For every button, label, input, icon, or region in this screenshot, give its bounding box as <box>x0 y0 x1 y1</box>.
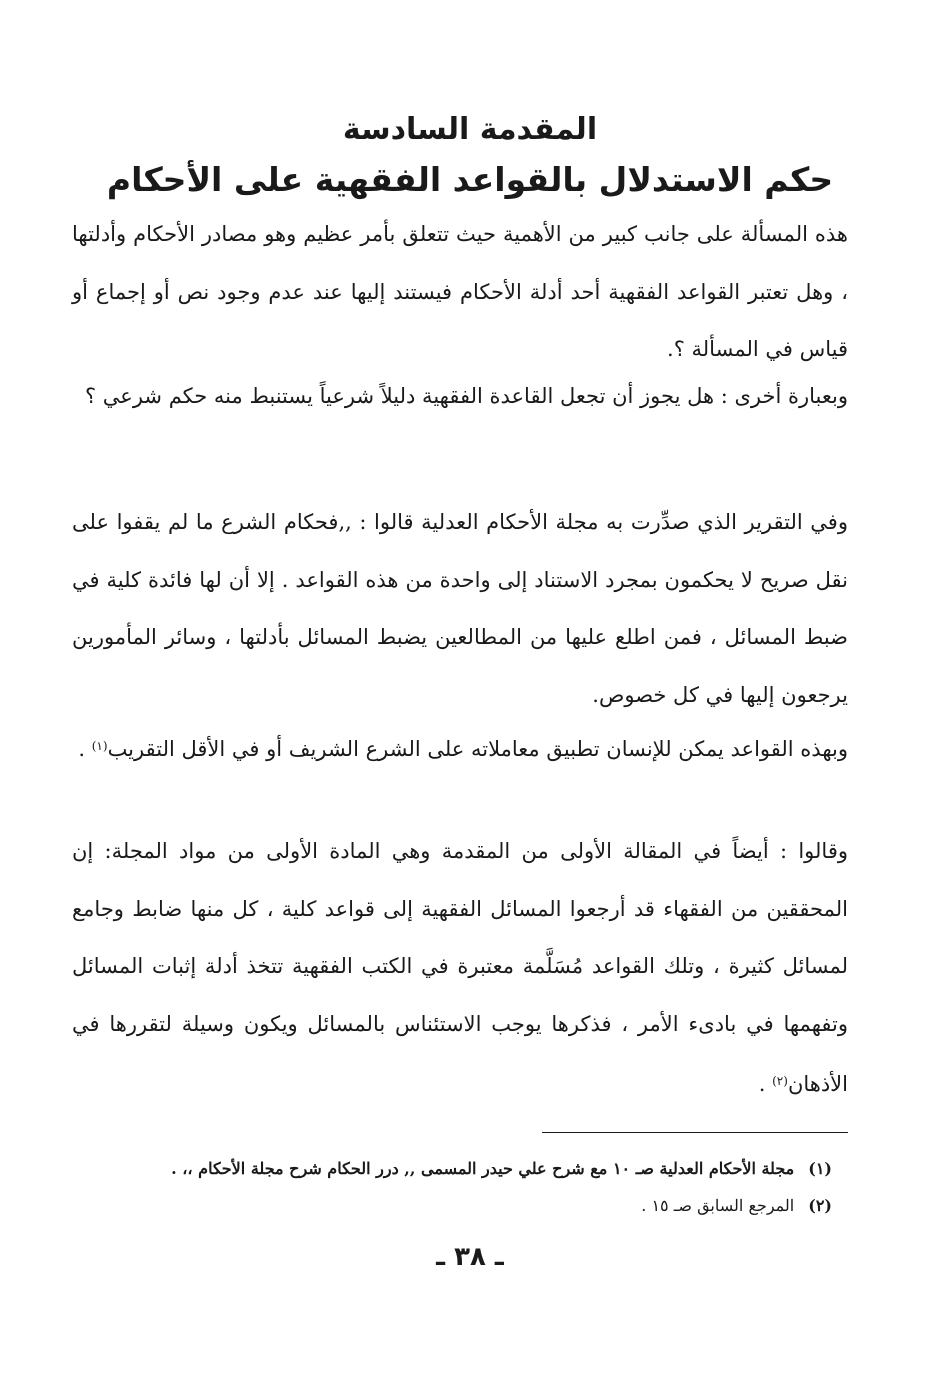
paragraph-body: وبهذه القواعد يمكن للإنسان تطبيق معاملاته على الشرع الشريف أو في الأقل التقريب <box>107 737 848 761</box>
paragraph-4 <box>72 718 848 779</box>
paragraph-text: وبعبارة أخرى : هل يجوز أن تجعل القاعدة الفقهية دليلاً شرعياً يستنبط منه حكم شرعي ؟ <box>84 384 848 408</box>
paragraph-body: وقالوا : أيضاً في المقالة الأولى من المقدمة وهي المادة الأولى من مواد المجلة: إن المحققين من الفقهاء قد أرجعوا المسائل الفقهية إلى قواعد كلية ، كل منها ضابط وجامع لمسائل كثيرة ، وتلك القواعد مُسَلَّمة معتبرة في الكتب الفقهية تتخذ أدلة إثبات المسائل وتفهمها في بادىء الأمر ، فذكرها يوجب الاستئناس بالمسائل ويكون وسيلة لتقررها في الأذهان <box>72 839 849 1096</box>
paragraph-text: هذه المسألة على جانب كبير من الأهمية حيث تتعلق بأمر عظيم وهو مصادر الأحكام وأدلتها ، وهل تعتبر القواعد الفقهية أحد أدلة الأحكام فيستند إليها عند عدم وجود نص أو إجماع أو قياس في المسألة ؟. <box>72 222 848 361</box>
footnote-number: (١) <box>808 1159 832 1178</box>
paragraph-text <box>72 718 848 779</box>
footnotes <box>72 1150 832 1224</box>
footnote-1 <box>72 1150 832 1187</box>
footnote-reference-1[interactable]: (١) <box>91 739 108 753</box>
footnote-reference-2[interactable]: (٢) <box>772 1074 788 1088</box>
paragraph-2 <box>72 368 848 426</box>
paragraph-tail: . <box>758 1072 773 1096</box>
paragraph-3 <box>72 494 848 724</box>
footnote-text: المرجع السابق صـ ١٥ . <box>641 1196 795 1215</box>
chapter-title: المقدمة السادسة <box>342 112 598 147</box>
footnote-number: (٢) <box>808 1196 832 1215</box>
paragraph-text <box>72 823 848 1114</box>
footnote-separator <box>542 1132 848 1133</box>
paragraph-text: وفي التقرير الذي صدِّرت به مجلة الأحكام العدلية قالوا : ,,فحكام الشرع ما لم يقفوا على نقل صريح لا يحكمون بمجرد الاستناد إلى واحدة من هذه القواعد . إلا أن لها فائدة كلية في ضبط المسائل ، فمن اطلع عليها من المطالعين يضبط المسائل بأدلتها ، وسائر المأمورين يرجعون إليها في كل خصوص. <box>72 510 848 707</box>
page-number: ـ ٣٨ ـ <box>436 1242 504 1272</box>
footnote-text: مجلة الأحكام العدلية صـ ١٠ مع شرح علي حيدر المسمى ,, درر الحكام شرح مجلة الأحكام ،، . <box>171 1159 795 1178</box>
footnote-2 <box>72 1187 832 1224</box>
paragraph-5 <box>72 823 848 1114</box>
paragraph-1 <box>72 206 848 379</box>
paragraph-tail: . <box>78 737 92 761</box>
chapter-subtitle: حكم الاستدلال بالقواعد الفقهية على الأحكام <box>106 160 834 199</box>
